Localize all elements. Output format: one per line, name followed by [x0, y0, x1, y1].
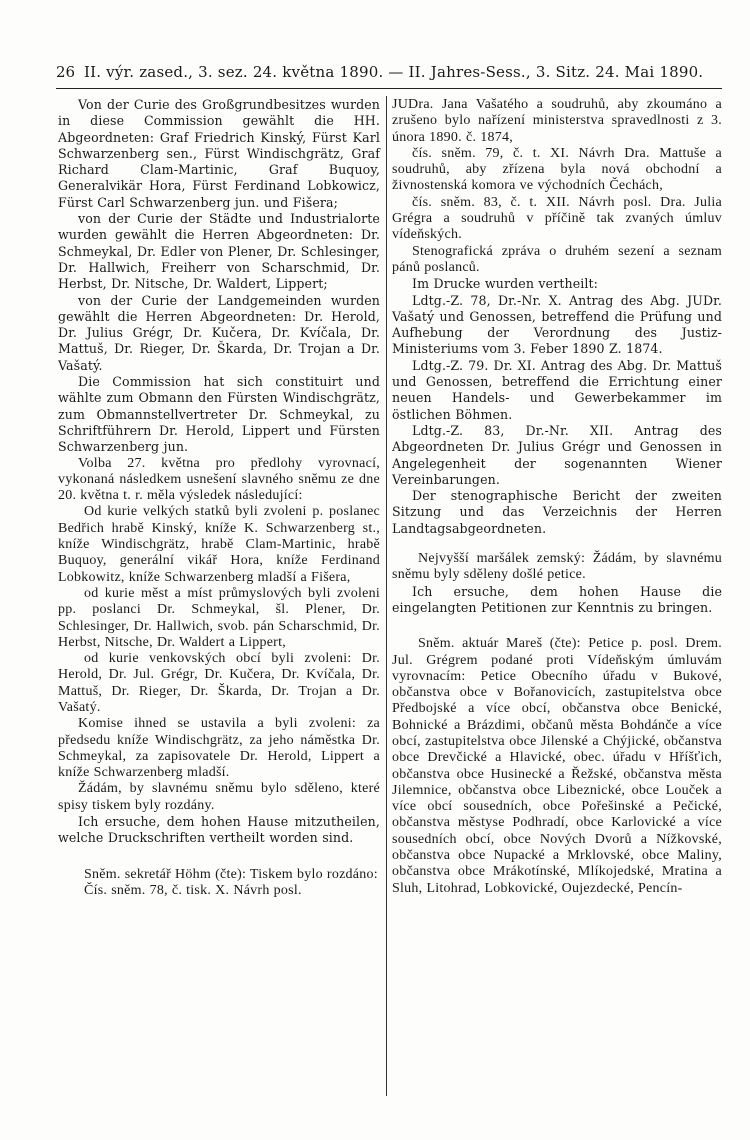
right-column-paragraph: Im Drucke wurden vertheilt: — [412, 276, 599, 292]
right-column-paragraph: Ich ersuche, dem hohen Hause die eingelangten Petitionen zur Kenntnis zu bringen. — [392, 583, 722, 615]
left-column-paragraph: od kurie měst a míst průmyslových byli zvoleni pp. poslanci Dr. Schmeykal, šl. Plener, Dr. Schlesinger, Dr. Hallwich, svob. pán Scharschmid, Dr. Herbst, Nitsche, Dr. Waldert a Lippert, — [58, 585, 380, 650]
left-column-paragraph: Čís. sněm. 78, č. tisk. X. Návrh posl. — [84, 882, 302, 898]
header-rule — [56, 88, 722, 89]
right-column-paragraph: Nejvyšší maršálek zemský: Žádám, by slavnému sněmu byly sděleny došlé petice. — [392, 551, 722, 583]
page-number: 26 — [56, 63, 76, 81]
column-divider — [386, 96, 387, 1096]
right-column-paragraph: JUDra. Jana Vašatého a soudruhů, aby zkoumáno a zrušeno bylo nařízení ministerstva spravedlnosti z 3. února 1890. č. 1874, — [392, 97, 722, 145]
right-column-paragraph: čís. sněm. 83, č. t. XII. Návrh posl. Dra. Julia Grégra a soudruhů v příčině tak zvaných úmluv vídeňských. — [392, 194, 722, 243]
left-column-paragraph: von der Curie der Städte und Industrialorte wurden gewählt die Herren Abgeordneten: Dr. Schmeykal, Dr. Edler von Plener, Dr. Schlesinger, Dr. Hallwich, Freiherr von Scharschmid, Dr. Herbst, Dr. Nitsche, Dr. Waldert, Lippert; — [58, 211, 380, 292]
left-column-paragraph: von der Curie der Landgemeinden wurden gewählt die Herren Abgeordneten: Dr. Herold, Dr. Julius Grégr, Dr. Kučera, Dr. Kvíčala, Dr. Mattuš, Dr. Rieger, Dr. Škarda, Dr. Trojan a Dr. Vašatý. — [58, 292, 380, 373]
left-column-paragraph: Ich ersuche, dem hohen Hause mitzutheilen, welche Druckschriften vertheilt worden sind. — [58, 814, 380, 846]
left-column-paragraph: Žádám, by slavnému sněmu bylo sděleno, které spisy tiskem byly rozdány. — [58, 781, 380, 813]
right-column — [392, 97, 722, 897]
right-column-paragraph: Stenografická zpráva o druhém sezení a seznam pánů poslanců. — [392, 243, 722, 275]
left-column-paragraph: Od kurie velkých statků byli zvoleni p. poslanec Bedřich hrabě Kinský, kníže K. Schwarzenberg st., kníže Windischgrätz, hrabě Clam-Martinic, hrabě Buquoy, generální vikář Hora, kníže Ferdinand Lobkowitz, kníže Schwarzenberg mladší a Fišera, — [58, 504, 380, 585]
running-header — [56, 62, 722, 82]
right-column-paragraph: Der stenographische Bericht der zweiten Sitzung und das Verzeichnis der Herren Landtagsabgeordneten. — [392, 488, 722, 536]
left-column-paragraph: od kurie venkovských obcí byli zvoleni: Dr. Herold, Dr. Jul. Grégr, Dr. Kučera, Dr. Kvíčala, Dr. Mattuš, Dr. Rieger, Dr. Škarda, Dr. Trojan a Dr. Vašatý. — [58, 651, 380, 715]
left-column-paragraph: Volba 27. května pro předlohy vyrovnací, vykonaná následkem usnešení slavného sněmu ze dne 20. května t. r. měla výsledek následující: — [58, 455, 380, 504]
right-column-paragraph: Sněm. aktuár Mareš (čte): Petice p. posl. Drem. Jul. Grégrem podané proti Vídeňským úmluvám vyrovnacím: Petice Obecního úřadu v Bukové, občanstva obce v Bořanovicích, zastupitelstva obce Předbojské a více obcí, občanstva obce Benické, Bohnické a Brázdimi, občanů města Bohdánče a více obcí, zastupitelstva obce Jilenské a Chýjické, občanstva obce Drevčické a Hlavické, obec. úřadu v Hříšťich, občanstva obce Husinecké a Řežské, občanstva města Jilemnice, občanstva obce Libeznické, obce Louček a více obcí sousedních, obce Pořešinské a Pečické, občanstva městyse Podhradí, obce Karlovické a více sousedních obcí, obce Nových Dvorů a Nížkovské, občanstva obce Nupacké a Mrklovské, obce Maliny, občanstva obce Mrákotínské, Mlíkojedské, Mratina a Sluh, Litohrad, Lobkovické, Oujezdecké, Pencín- — [392, 636, 722, 896]
right-column-paragraph: Ldtg.-Z. 78, Dr.-Nr. X. Antrag des Abg. JUDr. Vašatý und Genossen, betreffend die Prüfung und Aufhebung der Verordnung des Justiz-Ministeriums vom 3. Feber 1890 Z. 1874. — [392, 292, 722, 357]
running-title: II. výr. zased., 3. sez. 24. května 1890. — II. Jahres-Sess., 3. Sitz. 24. Mai 1890. — [84, 63, 704, 81]
right-column-paragraph — [392, 537, 722, 551]
left-column — [58, 97, 380, 899]
left-column-paragraph: Von der Curie des Großgrundbesitzes wurden in diese Commission gewählt die HH. Abgeordneten: Graf Friedrich Kinský, Fürst Karl Schwarzenberg sen., Fürst Windischgrätz, Graf Richard Clam-Martinic, Graf Buquoy, Generalvikär Hora, Fürst Ferdinand Lobkowicz, Fürst Carl Schwarzenberg jun. und Fišera; — [58, 97, 380, 210]
left-column-paragraph: Sněm. sekretář Höhm (čte): Tiskem bylo rozdáno: — [84, 866, 378, 882]
left-column-paragraph: Die Commission hat sich constituirt und wählte zum Obmann den Fürsten Windischgrätz, zum Obmannstellvertreter Dr. Schmeykal, zu Schriftführern Dr. Herold, Lippert und Fürsten Schwarzenberg jun. — [58, 374, 380, 455]
right-column-paragraph — [392, 616, 722, 636]
left-column-paragraph: Komise ihned se ustavila a byli zvoleni: za předsedu kníže Windischgrätz, za jeho náměstka Dr. Schmeykal, za zapisovatele Dr. Herold, Lippert a kníže Schwarzenberg mladší. — [58, 716, 380, 781]
right-column-paragraph: čís. sněm. 79, č. t. XI. Návrh Dra. Mattuše a soudruhů, aby zřízena byla nová obchodní a živnostenská komora ve východních Čechách, — [392, 145, 722, 194]
right-column-paragraph: Ldtg.-Z. 83, Dr.-Nr. XII. Antrag des Abgeordneten Dr. Julius Grégr und Genossen in Angelegenheit der sogenannten Wiener Vereinbarungen. — [392, 422, 722, 487]
left-column-paragraph — [58, 847, 380, 867]
right-column-paragraph: Ldtg.-Z. 79. Dr. XI. Antrag des Abg. Dr. Mattuš und Genossen, betreffend die Errichtung einer neuen Handels- und Gewerbekammer im östlichen Böhmen. — [392, 357, 722, 422]
